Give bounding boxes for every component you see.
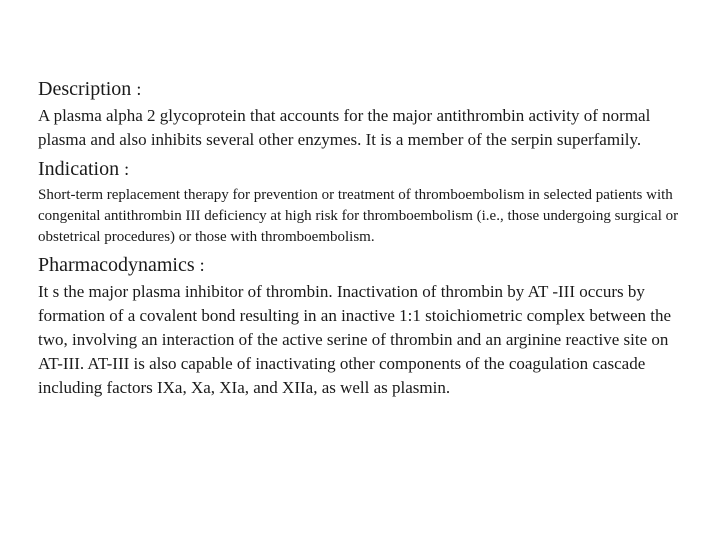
pharmacodynamics-heading-label: Pharmacodynamics — [38, 254, 195, 276]
pharmacodynamics-heading — [38, 252, 688, 278]
indication-text: Short-term replacement therapy for prevention or treatment of thromboembolism in selected patients with congenital antithrombin III deficiency at high risk for thromboembolism (i.e., those undergoing surgical or obstetrical procedures) or those with thromboembolism. — [38, 187, 679, 245]
description-heading — [38, 76, 688, 102]
description-heading-label: Description — [38, 78, 132, 100]
indication-heading-colon: : — [124, 159, 130, 179]
description-text: A plasma alpha 2 glycoprotein that accounts for the major antithrombin activity of normal plasma and also inhibits several other enzymes. It is a member of the serpin superfamily. — [38, 106, 651, 149]
pharmacodynamics-text: It s the major plasma inhibitor of thrombin. Inactivation of thrombin by AT -III occurs by formation of a covalent bond resulting in an inactive 1:1 stoichiometric complex between the two, involving an interaction of the active serine of thrombin and an arginine reactive site on AT-III. AT-III is also capable of inactivating other components of the coagulation cascade including factors IXa, Xa, XIa, and XIIa, as well as plasmin. — [38, 282, 672, 397]
indication-heading — [38, 156, 688, 182]
slide-content — [38, 76, 688, 400]
indication-heading-label: Indication — [38, 158, 120, 180]
description-heading-colon: : — [136, 79, 142, 99]
pharmacodynamics-heading-colon: : — [199, 255, 205, 275]
